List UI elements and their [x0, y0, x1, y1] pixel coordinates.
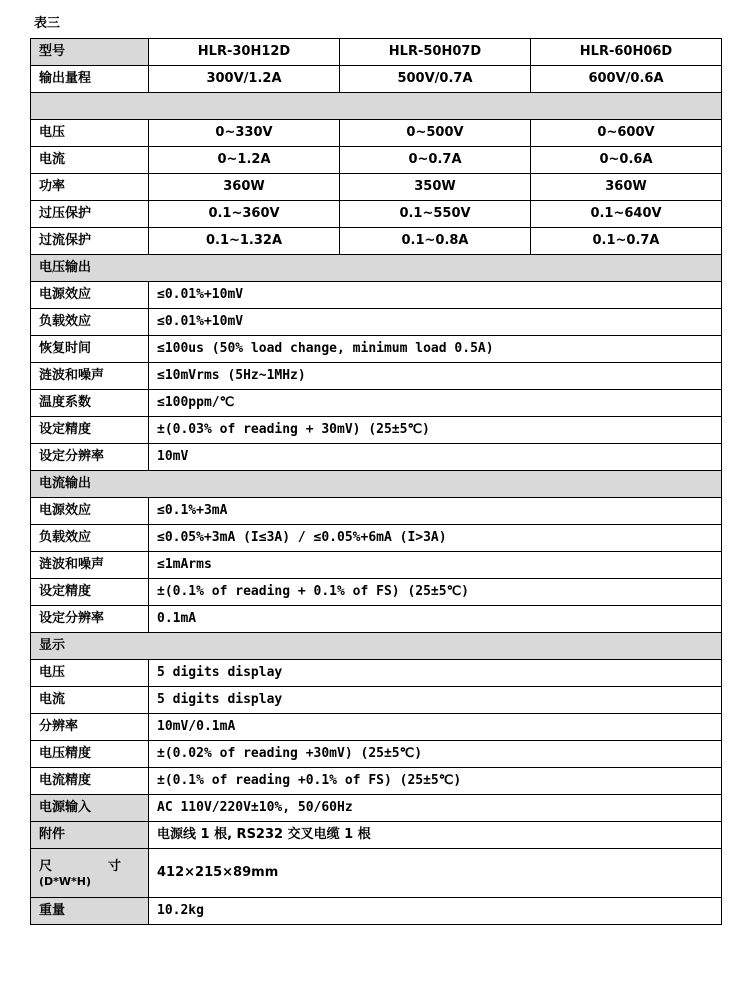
row-label: 电流: [31, 687, 149, 714]
row-label: 设定分辨率: [31, 606, 149, 633]
cell-value: 300V/1.2A: [149, 66, 340, 93]
dimensions-label-char: 尺: [39, 859, 53, 874]
cell-value: 600V/0.6A: [531, 66, 722, 93]
model-row: [31, 39, 722, 66]
dimensions-row: [31, 849, 722, 898]
table-row: [31, 336, 722, 363]
table-row: [31, 579, 722, 606]
table-row: [31, 120, 722, 147]
row-label: 涟波和噪声: [31, 363, 149, 390]
table-row: [31, 687, 722, 714]
model-name: HLR-50H07D: [340, 39, 531, 66]
cell-value: 0~0.7A: [340, 147, 531, 174]
row-label: 温度系数: [31, 390, 149, 417]
spec-value: AC 110V/220V±10%, 50/60Hz: [149, 795, 722, 822]
row-label: 电流精度: [31, 768, 149, 795]
model-label: 型号: [31, 39, 149, 66]
section-title: 电压输出: [31, 255, 722, 282]
section-title: 显示: [31, 633, 722, 660]
row-label: 电压: [31, 120, 149, 147]
section-header-voltage-output: [31, 255, 722, 282]
model-name: HLR-60H06D: [531, 39, 722, 66]
row-label: 重量: [31, 898, 149, 925]
table-row: [31, 714, 722, 741]
spec-value: ≤10mVrms (5Hz~1MHz): [149, 363, 722, 390]
weight-row: [31, 898, 722, 925]
power-input-row: [31, 795, 722, 822]
table-row: [31, 390, 722, 417]
spec-value: 5 digits display: [149, 687, 722, 714]
output-range-row: [31, 66, 722, 93]
cell-value: 0.1~0.8A: [340, 228, 531, 255]
spec-value: ±(0.03% of reading + 30mV) (25±5℃): [149, 417, 722, 444]
table-row: [31, 417, 722, 444]
table-row: [31, 660, 722, 687]
spec-value: 10mV/0.1mA: [149, 714, 722, 741]
spec-value: ±(0.1% of reading + 0.1% of FS) (25±5℃): [149, 579, 722, 606]
spec-value: ≤0.1%+3mA: [149, 498, 722, 525]
cell-value: 360W: [531, 174, 722, 201]
spec-value: ≤100ppm/℃: [149, 390, 722, 417]
table-row: [31, 282, 722, 309]
dimensions-label-char: 寸: [107, 859, 121, 874]
spec-value: 0.1mA: [149, 606, 722, 633]
cell-value: 0~600V: [531, 120, 722, 147]
blank-section-bar: [31, 93, 722, 120]
row-label: 电源效应: [31, 498, 149, 525]
row-label: 电流: [31, 147, 149, 174]
spec-value: 10.2kg: [149, 898, 722, 925]
table-row: [31, 444, 722, 471]
row-label: 电压: [31, 660, 149, 687]
cell-value: 0.1~550V: [340, 201, 531, 228]
spec-value: 10mV: [149, 444, 722, 471]
cell-value: 360W: [149, 174, 340, 201]
cell-value: 350W: [340, 174, 531, 201]
spec-value: ≤0.05%+3mA (I≤3A) / ≤0.05%+6mA (I>3A): [149, 525, 722, 552]
table-row: [31, 228, 722, 255]
cell-value: 0~0.6A: [531, 147, 722, 174]
section-title: 电流输出: [31, 471, 722, 498]
row-label: 设定精度: [31, 579, 149, 606]
cell-value: 0.1~0.7A: [531, 228, 722, 255]
table-row: [31, 309, 722, 336]
row-label: 设定分辨率: [31, 444, 149, 471]
accessories-row: [31, 822, 722, 849]
table-row: [31, 147, 722, 174]
section-header-current-output: [31, 471, 722, 498]
table-row: [31, 363, 722, 390]
row-label: 负载效应: [31, 309, 149, 336]
row-label: 涟波和噪声: [31, 552, 149, 579]
row-label: 设定精度: [31, 417, 149, 444]
row-label: 过压保护: [31, 201, 149, 228]
row-label: 输出量程: [31, 66, 149, 93]
spec-value: ≤0.01%+10mV: [149, 282, 722, 309]
row-label: 过流保护: [31, 228, 149, 255]
row-label: 负载效应: [31, 525, 149, 552]
cell-value: 0.1~360V: [149, 201, 340, 228]
model-name: HLR-30H12D: [149, 39, 340, 66]
row-label: 电源效应: [31, 282, 149, 309]
cell-value: 0~1.2A: [149, 147, 340, 174]
table-row: [31, 498, 722, 525]
cell-value: 0.1~1.32A: [149, 228, 340, 255]
dimensions-label-sub: (D*W*H): [39, 875, 92, 888]
table-row: [31, 552, 722, 579]
spec-value: 电源线 1 根, RS232 交叉电缆 1 根: [149, 822, 722, 849]
spec-value: ≤100us (50% load change, minimum load 0.5A): [149, 336, 722, 363]
dimensions-label: [31, 849, 149, 898]
spec-value: ≤0.01%+10mV: [149, 309, 722, 336]
spec-table: [30, 38, 722, 925]
blank-section-row: [31, 93, 722, 120]
spec-value: 5 digits display: [149, 660, 722, 687]
spec-value: ≤1mArms: [149, 552, 722, 579]
table-row: [31, 741, 722, 768]
cell-value: 0~500V: [340, 120, 531, 147]
row-label: 分辨率: [31, 714, 149, 741]
spec-value: ±(0.1% of reading +0.1% of FS) (25±5℃): [149, 768, 722, 795]
table-row: [31, 525, 722, 552]
spec-value: ±(0.02% of reading +30mV) (25±5℃): [149, 741, 722, 768]
table-row: [31, 606, 722, 633]
cell-value: 0~330V: [149, 120, 340, 147]
table-row: [31, 201, 722, 228]
cell-value: 500V/0.7A: [340, 66, 531, 93]
row-label: 恢复时间: [31, 336, 149, 363]
row-label: 附件: [31, 822, 149, 849]
section-header-display: [31, 633, 722, 660]
row-label: 功率: [31, 174, 149, 201]
row-label: 电压精度: [31, 741, 149, 768]
spec-value: 412×215×89mm: [149, 849, 722, 898]
cell-value: 0.1~640V: [531, 201, 722, 228]
table-row: [31, 174, 722, 201]
table-row: [31, 768, 722, 795]
table-caption: 表三: [34, 16, 61, 31]
row-label: 电源输入: [31, 795, 149, 822]
